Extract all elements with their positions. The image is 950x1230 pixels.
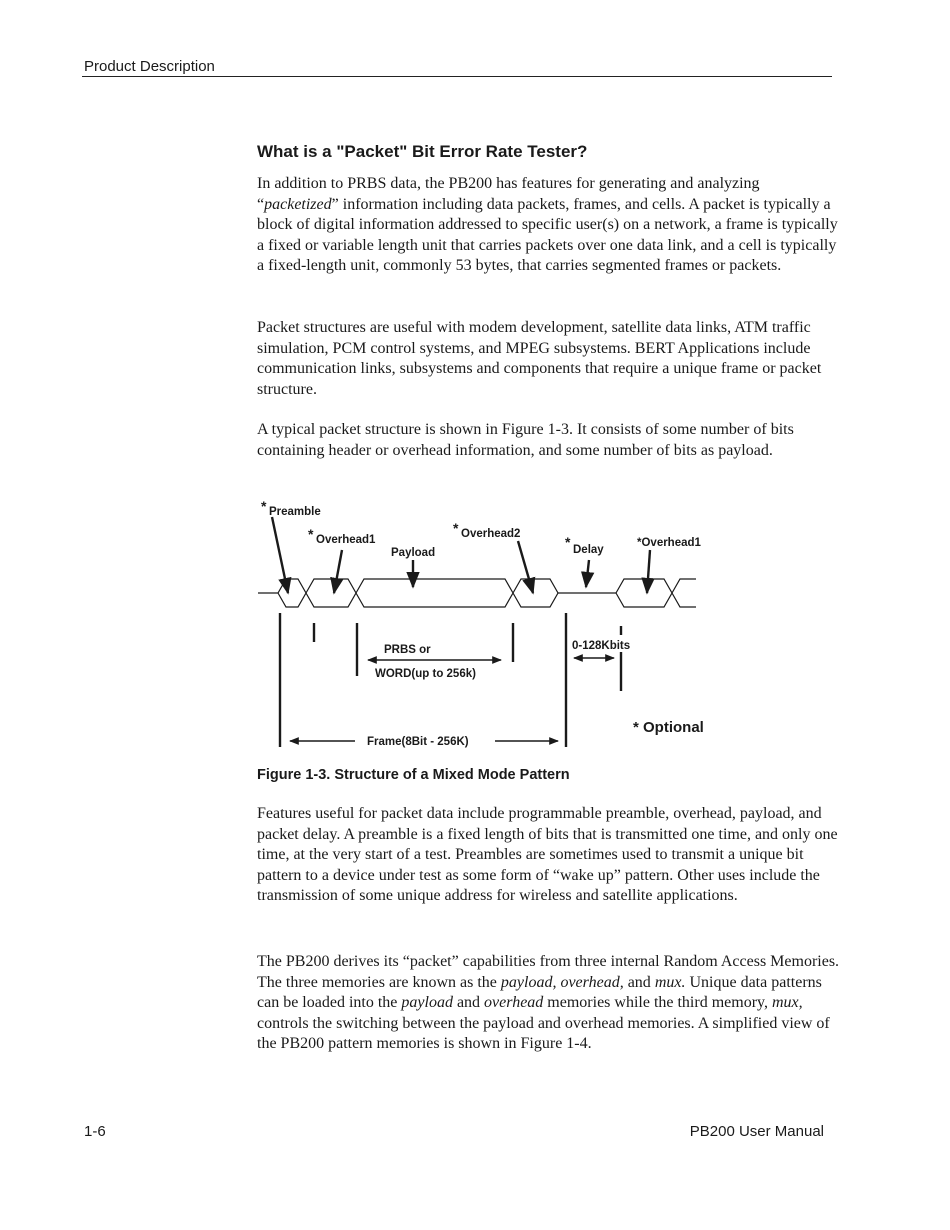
- paragraph-intro: [257, 174, 842, 277]
- page-number: 1-6: [84, 1123, 106, 1140]
- prbs-or-label: PRBS or: [384, 644, 431, 656]
- paragraph-memories-emphasis-5: mux,: [771, 994, 803, 1011]
- preamble-label: Preamble: [269, 506, 321, 518]
- paragraph-memories-part-d: and: [452, 994, 485, 1011]
- paragraph-memories-emphasis-2: mux.: [654, 973, 686, 991]
- frame-label: Frame(8Bit - 256K): [367, 736, 469, 748]
- overhead1-left-star: *: [308, 526, 314, 542]
- delay-label: Delay: [573, 544, 604, 556]
- payload-label: Payload: [391, 547, 436, 559]
- bit-field-waveform: [258, 579, 696, 607]
- overhead1-right-label: *Overhead1: [637, 537, 701, 549]
- paragraph-memories-part-e: memories while the third memory,: [543, 994, 772, 1011]
- word-label: WORD(up to 256k): [375, 668, 476, 680]
- running-header: Product Description: [84, 58, 215, 75]
- paragraph-intro-emphasis: packetized: [264, 195, 332, 213]
- paragraph-intro-part-b: ” information including data packets, frames, and cells. A packet is typically a block of digital information addressed to specific user(s) on a network, a frame is typically a fixed or variable length unit that carries packets over one data link, and a cell is typically a fixed-length unit, commonly 53 bytes, that carries segmented frames or packets.: [257, 195, 838, 274]
- packet-structure-figure: [250, 495, 730, 760]
- overhead1-left-label: Overhead1: [316, 534, 376, 546]
- overhead2-label: Overhead2: [461, 528, 521, 540]
- section-title: What is a "Packet" Bit Error Rate Tester?: [257, 142, 588, 161]
- paragraph-memories-part-b: and: [623, 973, 655, 991]
- paragraph-structure: A typical packet structure is shown in Figure 1-3. It consists of some number of bits containing header or overhead information, and some number of bits as payload.: [257, 421, 794, 459]
- overhead2-star: *: [453, 520, 459, 536]
- paragraph-memories-emphasis-4: overhead: [484, 994, 544, 1011]
- paragraph-memories-part-a: The PB200 derives its “packet” capabilities from three internal Random Access Memories. The three memories are known as the: [257, 953, 840, 991]
- optional-legend: * Optional: [633, 719, 704, 736]
- paragraph-memories-emphasis-3: payload: [401, 994, 453, 1011]
- preamble-star: *: [261, 498, 267, 514]
- delay-range-label: 0-128Kbits: [572, 640, 631, 652]
- manual-title: PB200 User Manual: [689, 1123, 824, 1140]
- paragraph-applications: Packet structures are useful with modem development, satellite data links, ATM traffic simulation, PCM control systems, and MPEG subsystems. BERT Applications include communication links, subsystems and components that require a unique frame or packet structure.: [257, 319, 822, 398]
- packet-structure-diagram: [250, 495, 730, 760]
- paragraph-features: Features useful for packet data include programmable preamble, overhead, payload, and packet delay. A preamble is a fixed length of bits that is transmitted one time, and only one time, at the very start of a test. Preambles are sometimes used to transmit a unique bit pattern to a device under test as some form of “wake up” pattern. Other uses include the transmission of some unique address for wireless and satellite applications.: [257, 805, 838, 904]
- delay-star: *: [565, 534, 571, 550]
- paragraph-memories-part-f: controls the switching between the payload and overhead memories. A simplified view of the PB200 pattern memories is shown in Figure 1-4.: [257, 1014, 830, 1052]
- paragraph-intro-part-a: In addition to PRBS data, the PB200 has features for generating and analyzing “: [257, 175, 760, 213]
- paragraph-memories-emphasis-1: payload, overhead,: [500, 973, 624, 991]
- paragraph-memories: [257, 952, 842, 1055]
- header-rule: [82, 76, 832, 77]
- figure-caption: Figure 1-3. Structure of a Mixed Mode Pattern: [257, 767, 570, 783]
- paragraph-memories-part-c: Unique data patterns can be loaded into the: [257, 973, 822, 1011]
